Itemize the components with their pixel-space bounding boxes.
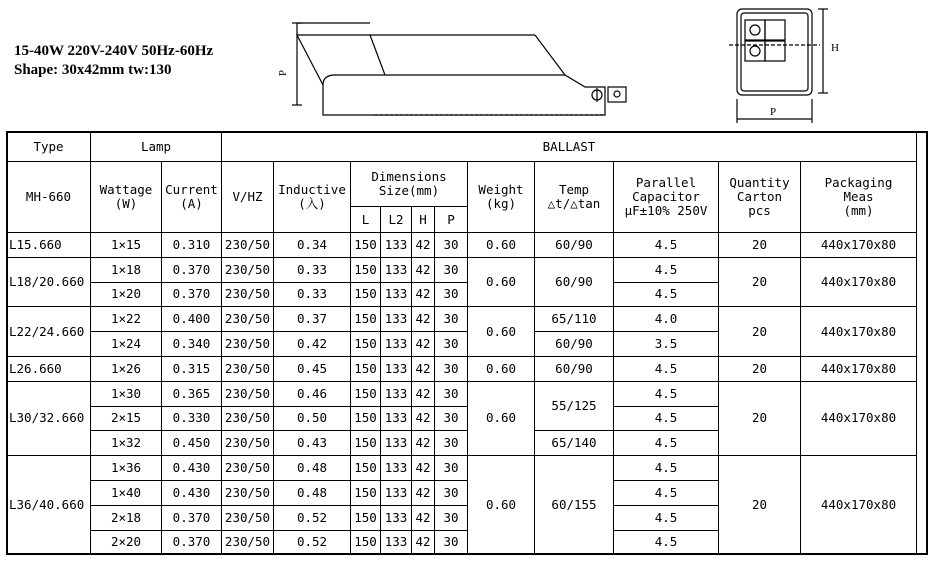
cell-packaging: 440x170x80: [801, 233, 917, 258]
cell-vhz: 230/50: [222, 282, 274, 307]
cell-dim-p: 30: [435, 431, 468, 456]
cell-wattage: 1×22: [91, 307, 162, 332]
header-type: Type: [7, 132, 91, 162]
cell-wattage: 1×32: [91, 431, 162, 456]
cell-dim-l2: 133: [381, 282, 412, 307]
header-inductive: Inductive (入): [274, 162, 351, 233]
cell-quantity: 20: [719, 381, 801, 455]
cell-dim-p: 30: [435, 332, 468, 357]
cell-dim-l: 150: [351, 233, 381, 258]
cell-dim-l: 150: [351, 480, 381, 505]
h-dimension-label: H: [831, 42, 839, 54]
cell-dim-h: 42: [412, 406, 435, 431]
cell-current: 0.430: [162, 456, 222, 481]
cell-dim-l: 150: [351, 406, 381, 431]
cell-dim-h: 42: [412, 431, 435, 456]
cell-packaging: 440x170x80: [801, 381, 917, 455]
cell-dim-l: 150: [351, 381, 381, 406]
cell-dim-l2: 133: [381, 257, 412, 282]
cell-dim-p: 30: [435, 406, 468, 431]
header-wattage: Wattage (W): [91, 162, 162, 233]
cell-dim-l: 150: [351, 282, 381, 307]
cell-dim-p: 30: [435, 456, 468, 481]
cell-dim-h: 42: [412, 356, 435, 381]
table-row: [7, 381, 917, 406]
cell-wattage: 1×18: [91, 257, 162, 282]
cell-current: 0.370: [162, 282, 222, 307]
cell-dim-l2: 133: [381, 233, 412, 258]
cell-current: 0.430: [162, 480, 222, 505]
cell-dim-h: 42: [412, 530, 435, 555]
header-packaging: Packaging Meas (mm): [801, 162, 917, 233]
cell-dim-h: 42: [412, 233, 435, 258]
cell-capacitor: 4.5: [614, 431, 719, 456]
cell-packaging: 440x170x80: [801, 257, 917, 307]
cell-capacitor: 4.5: [614, 505, 719, 530]
header-temp: Temp △t/△tan: [535, 162, 614, 233]
cell-quantity: 20: [719, 356, 801, 381]
cell-packaging: 440x170x80: [801, 456, 917, 555]
ballast-end-view-drawing: [725, 5, 845, 125]
cell-wattage: 1×40: [91, 480, 162, 505]
cell-vhz: 230/50: [222, 456, 274, 481]
table-row: [7, 233, 917, 258]
cell-inductive: 0.48: [274, 456, 351, 481]
cell-dim-l2: 133: [381, 356, 412, 381]
cell-dim-h: 42: [412, 257, 435, 282]
cell-temp: 65/140: [535, 431, 614, 456]
cell-inductive: 0.42: [274, 332, 351, 357]
cell-dim-l: 150: [351, 530, 381, 555]
cell-inductive: 0.43: [274, 431, 351, 456]
p-width-label: P: [769, 106, 777, 118]
cell-current: 0.340: [162, 332, 222, 357]
cell-weight: 0.60: [468, 456, 535, 555]
cell-dim-p: 30: [435, 530, 468, 555]
cell-vhz: 230/50: [222, 356, 274, 381]
cell-capacitor: 4.5: [614, 233, 719, 258]
cell-weight: 0.60: [468, 257, 535, 307]
cell-dim-h: 42: [412, 381, 435, 406]
cell-wattage: 1×30: [91, 381, 162, 406]
cell-dim-l: 150: [351, 505, 381, 530]
table-row: [7, 257, 917, 282]
cell-capacitor: 4.5: [614, 282, 719, 307]
cell-vhz: 230/50: [222, 406, 274, 431]
cell-current: 0.310: [162, 233, 222, 258]
cell-vhz: 230/50: [222, 233, 274, 258]
ballast-spec-table: [6, 131, 917, 555]
table-row: [7, 356, 917, 381]
cell-current: 0.400: [162, 307, 222, 332]
cell-wattage: 1×24: [91, 332, 162, 357]
cell-capacitor: 4.5: [614, 257, 719, 282]
cell-capacitor: 4.5: [614, 530, 719, 555]
cell-dim-l2: 133: [381, 381, 412, 406]
cell-temp: 60/155: [535, 456, 614, 555]
cell-dim-p: 30: [435, 282, 468, 307]
ballast-side-view-drawing: [275, 15, 665, 125]
cell-dim-h: 42: [412, 505, 435, 530]
cell-dim-l2: 133: [381, 332, 412, 357]
header-dim-p: P: [435, 207, 468, 233]
cell-quantity: 20: [719, 257, 801, 307]
cell-current: 0.330: [162, 406, 222, 431]
cell-inductive: 0.33: [274, 257, 351, 282]
cell-quantity: 20: [719, 456, 801, 555]
cell-inductive: 0.37: [274, 307, 351, 332]
cell-type: L18/20.660: [7, 257, 91, 307]
cell-capacitor: 4.5: [614, 406, 719, 431]
cell-vhz: 230/50: [222, 480, 274, 505]
cell-current: 0.370: [162, 505, 222, 530]
header-capacitor: Parallel Capacitor μF±10% 250V: [614, 162, 719, 233]
cell-packaging: 440x170x80: [801, 356, 917, 381]
cell-dim-l: 150: [351, 456, 381, 481]
table-body: [7, 233, 917, 555]
p-dimension-label: P: [277, 69, 289, 77]
cell-type: L36/40.660: [7, 456, 91, 555]
cell-dim-p: 30: [435, 505, 468, 530]
cell-dim-h: 42: [412, 480, 435, 505]
header-quantity: Quantity Carton pcs: [719, 162, 801, 233]
cell-temp: 60/90: [535, 332, 614, 357]
header-dim-l2: L2: [381, 207, 412, 233]
cell-dim-p: 30: [435, 381, 468, 406]
cell-dim-h: 42: [412, 332, 435, 357]
cell-weight: 0.60: [468, 233, 535, 258]
cell-capacitor: 4.5: [614, 381, 719, 406]
cell-inductive: 0.46: [274, 381, 351, 406]
cell-dim-l2: 133: [381, 406, 412, 431]
cell-dim-h: 42: [412, 307, 435, 332]
cell-dim-l: 150: [351, 356, 381, 381]
cell-weight: 0.60: [468, 307, 535, 357]
cell-inductive: 0.52: [274, 505, 351, 530]
header-current: Current (A): [162, 162, 222, 233]
header-dim-l: L: [351, 207, 381, 233]
cell-temp: 55/125: [535, 381, 614, 431]
cell-packaging: 440x170x80: [801, 307, 917, 357]
cell-inductive: 0.50: [274, 406, 351, 431]
cell-type: L30/32.660: [7, 381, 91, 455]
header-lamp: Lamp: [91, 132, 222, 162]
cell-dim-l: 150: [351, 257, 381, 282]
cell-temp: 60/90: [535, 257, 614, 307]
cell-capacitor: 4.5: [614, 480, 719, 505]
cell-dim-l2: 133: [381, 530, 412, 555]
cell-current: 0.365: [162, 381, 222, 406]
cell-dim-l2: 133: [381, 505, 412, 530]
cell-current: 0.450: [162, 431, 222, 456]
header-ballast: BALLAST: [222, 132, 917, 162]
cell-dim-p: 30: [435, 307, 468, 332]
header-dimensions: Dimensions Size(mm): [351, 162, 468, 207]
cell-wattage: 1×15: [91, 233, 162, 258]
spec-line-shape: Shape: 30x42mm tw:130: [14, 62, 172, 78]
cell-type: L26.660: [7, 356, 91, 381]
header-model: MH-660: [7, 162, 91, 233]
cell-dim-p: 30: [435, 233, 468, 258]
cell-capacitor: 3.5: [614, 332, 719, 357]
cell-vhz: 230/50: [222, 530, 274, 555]
cell-wattage: 2×15: [91, 406, 162, 431]
cell-current: 0.315: [162, 356, 222, 381]
cell-wattage: 1×20: [91, 282, 162, 307]
cell-capacitor: 4.5: [614, 456, 719, 481]
cell-type: L22/24.660: [7, 307, 91, 357]
cell-current: 0.370: [162, 257, 222, 282]
header-dim-h: H: [412, 207, 435, 233]
cell-vhz: 230/50: [222, 332, 274, 357]
cell-wattage: 2×18: [91, 505, 162, 530]
cell-inductive: 0.45: [274, 356, 351, 381]
cell-temp: 65/110: [535, 307, 614, 332]
cell-dim-l2: 133: [381, 480, 412, 505]
cell-weight: 0.60: [468, 356, 535, 381]
cell-inductive: 0.48: [274, 480, 351, 505]
cell-inductive: 0.52: [274, 530, 351, 555]
cell-quantity: 20: [719, 307, 801, 357]
cell-capacitor: 4.0: [614, 307, 719, 332]
spec-line-voltage: 15-40W 220V-240V 50Hz-60Hz: [14, 43, 214, 59]
cell-vhz: 230/50: [222, 381, 274, 406]
cell-dim-l: 150: [351, 431, 381, 456]
cell-capacitor: 4.5: [614, 356, 719, 381]
cell-wattage: 2×20: [91, 530, 162, 555]
cell-inductive: 0.33: [274, 282, 351, 307]
table-row: [7, 456, 917, 481]
cell-vhz: 230/50: [222, 431, 274, 456]
cell-vhz: 230/50: [222, 257, 274, 282]
cell-vhz: 230/50: [222, 505, 274, 530]
header-vhz: V/HZ: [222, 162, 274, 233]
cell-wattage: 1×36: [91, 456, 162, 481]
cell-dim-h: 42: [412, 282, 435, 307]
cell-dim-l2: 133: [381, 456, 412, 481]
cell-vhz: 230/50: [222, 307, 274, 332]
cell-dim-l: 150: [351, 332, 381, 357]
cell-dim-p: 30: [435, 257, 468, 282]
cell-inductive: 0.34: [274, 233, 351, 258]
cell-type: L15.660: [7, 233, 91, 258]
table-row: [7, 307, 917, 332]
header-weight: Weight (kg): [468, 162, 535, 233]
cell-current: 0.370: [162, 530, 222, 555]
cell-dim-l2: 133: [381, 431, 412, 456]
cell-dim-l2: 133: [381, 307, 412, 332]
cell-dim-p: 30: [435, 480, 468, 505]
cell-temp: 60/90: [535, 233, 614, 258]
cell-wattage: 1×26: [91, 356, 162, 381]
cell-temp: 60/90: [535, 356, 614, 381]
cell-weight: 0.60: [468, 381, 535, 455]
cell-quantity: 20: [719, 233, 801, 258]
cell-dim-p: 30: [435, 356, 468, 381]
cell-dim-h: 42: [412, 456, 435, 481]
cell-dim-l: 150: [351, 307, 381, 332]
